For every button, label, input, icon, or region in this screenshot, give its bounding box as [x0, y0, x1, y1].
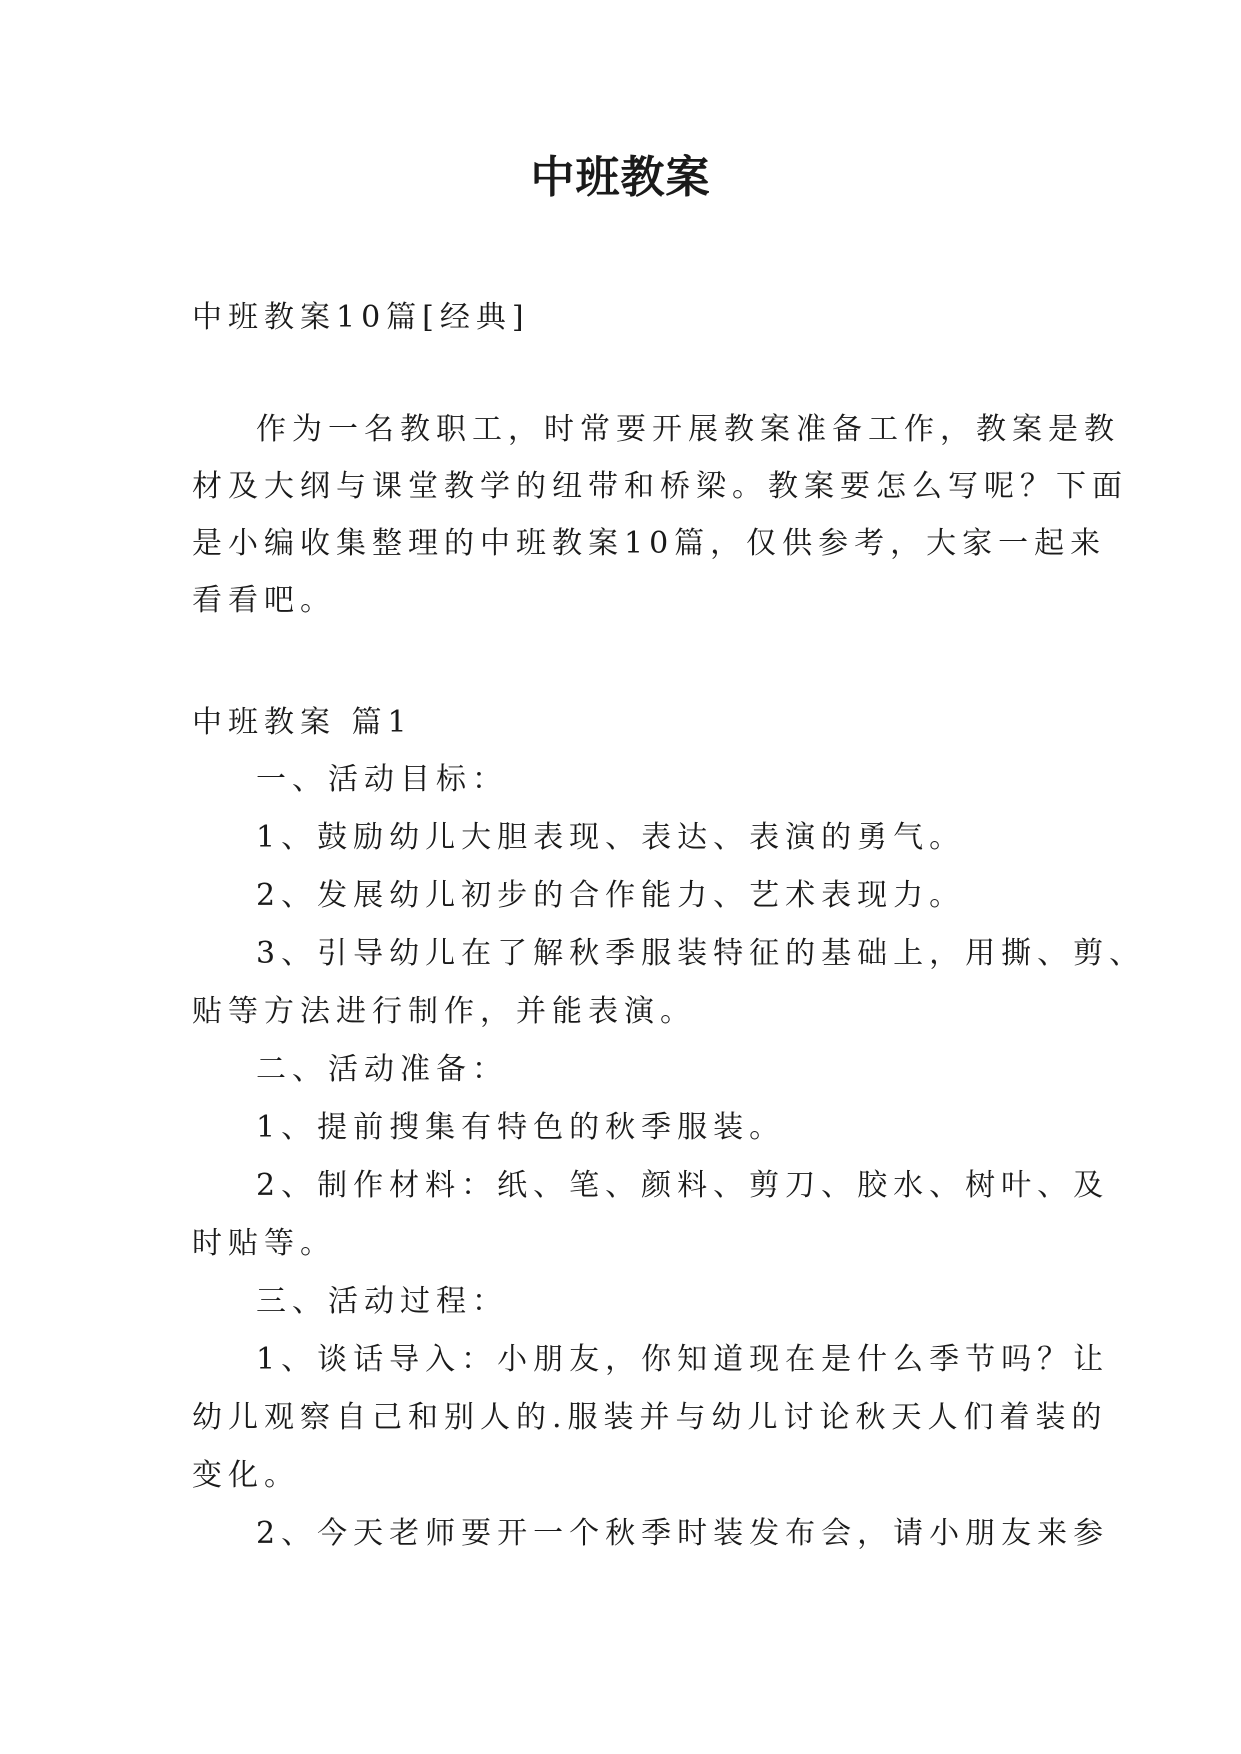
intro-line-1: 作为一名教职工，时常要开展教案准备工作，教案是教 [256, 412, 1120, 447]
page-title: 中班教案 [530, 152, 711, 203]
intro-line-3: 是小编收集整理的中班教案10篇，仅供参考，大家一起来 [192, 526, 1107, 561]
intro-line-4: 看看吧。 [192, 583, 336, 618]
section-heading: 中班教案 篇1 [192, 705, 413, 740]
process-item-1-cont: 幼儿观察自己和别人的.服装并与幼儿讨论秋天人们着装的 [192, 1400, 1108, 1435]
goal-item-2: 2、发展幼儿初步的合作能力、艺术表现力。 [256, 878, 966, 913]
process-item-1-cont-2: 变化。 [192, 1458, 300, 1493]
goal-item-3: 3、引导幼儿在了解秋季服装特征的基础上，用撕、剪、 [256, 936, 1146, 971]
section-heading-process: 三、活动过程： [256, 1284, 508, 1319]
prep-item-1: 1、提前搜集有特色的秋季服装。 [256, 1110, 786, 1145]
prep-item-2: 2、制作材料：纸、笔、颜料、剪刀、胶水、树叶、及 [256, 1168, 1110, 1203]
goal-item-3-cont: 贴等方法进行制作，并能表演。 [192, 994, 696, 1029]
goal-item-1: 1、鼓励幼儿大胆表现、表达、表演的勇气。 [256, 820, 966, 855]
section-heading-preparation: 二、活动准备： [256, 1052, 508, 1087]
intro-line-2: 材及大纲与课堂教学的纽带和桥梁。教案要怎么写呢？下面 [192, 469, 1128, 504]
process-item-2: 2、今天老师要开一个秋季时装发布会，请小朋友来参 [256, 1516, 1110, 1551]
section-heading-goals: 一、活动目标： [256, 762, 508, 797]
prep-item-2-cont: 时贴等。 [192, 1226, 336, 1261]
document-subtitle: 中班教案10篇[经典] [192, 300, 530, 335]
process-item-1: 1、谈话导入：小朋友，你知道现在是什么季节吗？让 [256, 1342, 1110, 1377]
